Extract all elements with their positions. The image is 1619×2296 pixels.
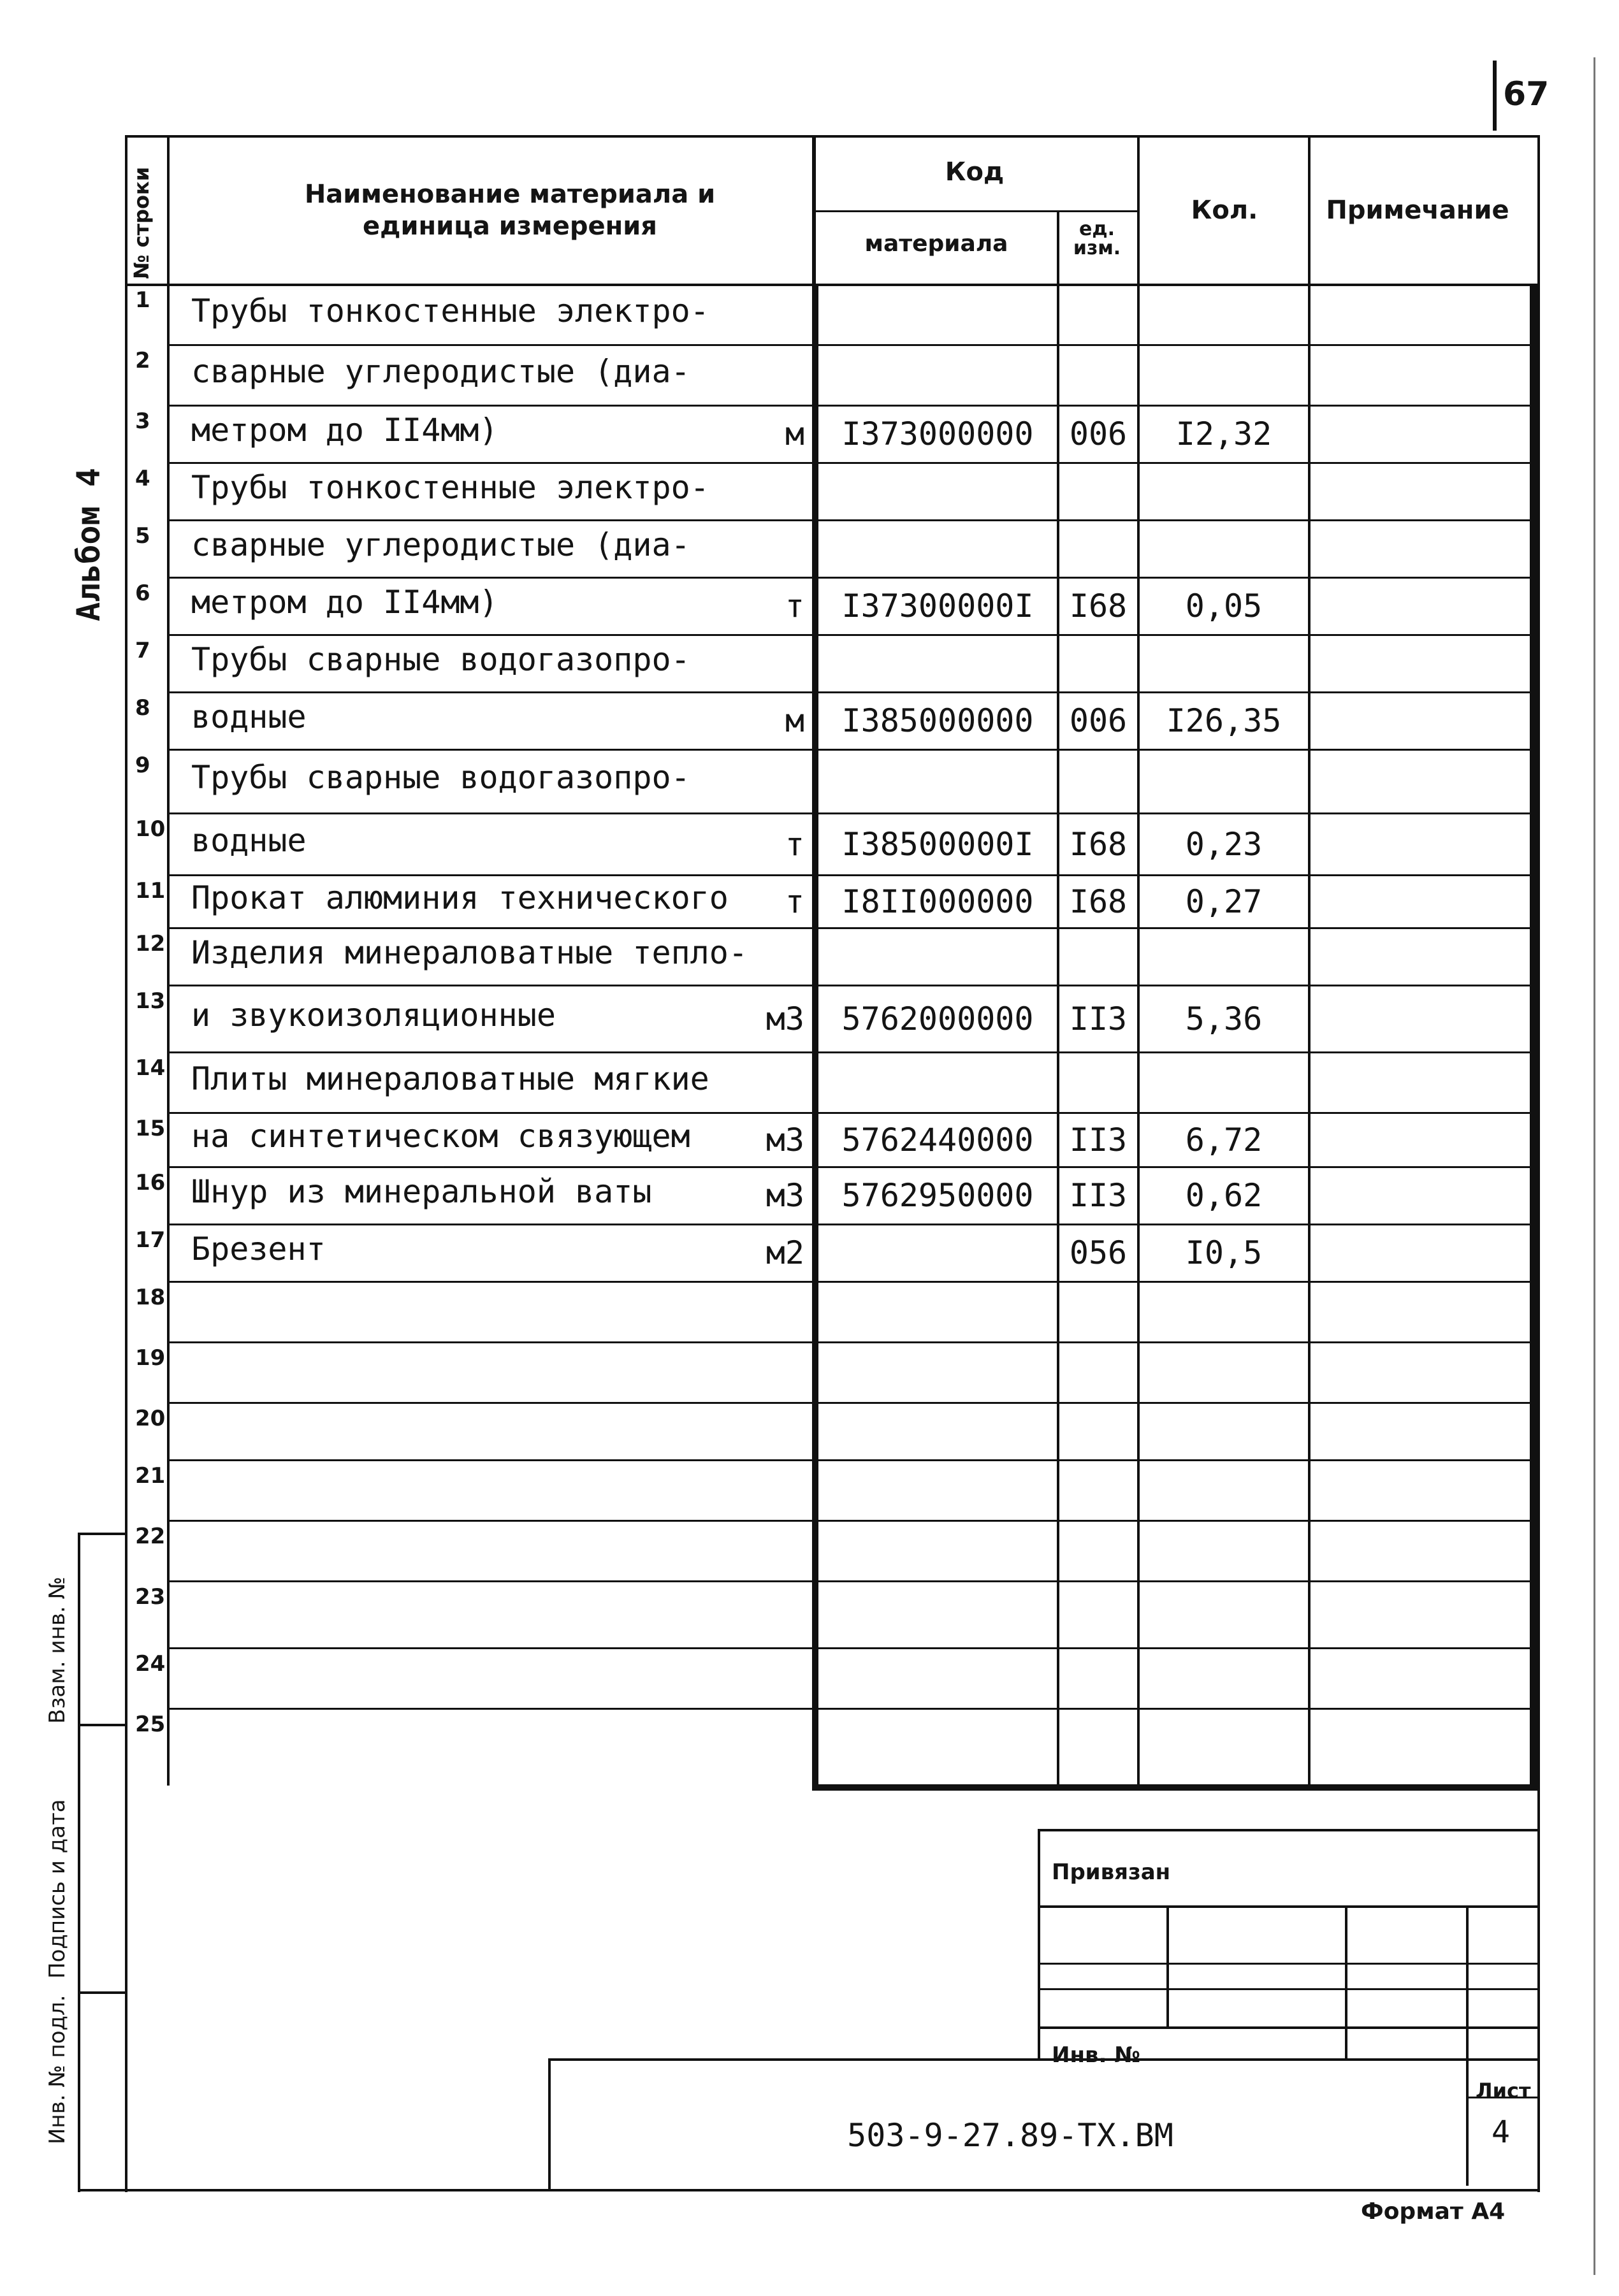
stamp-sep1 xyxy=(78,1724,127,1726)
quantity: 0,05 xyxy=(1185,588,1263,625)
row-number: 25 xyxy=(135,1712,166,1737)
quantity: 0,62 xyxy=(1185,1177,1263,1214)
row-line xyxy=(167,1708,1537,1710)
unit-symbol: т xyxy=(785,588,804,625)
stamp-top xyxy=(78,1533,127,1535)
unit-code: 006 xyxy=(1069,415,1128,452)
unit-symbol: м3 xyxy=(766,1177,804,1214)
note-col-line xyxy=(1308,135,1310,1786)
row-line xyxy=(167,1281,1537,1283)
unit-code: I68 xyxy=(1069,588,1128,625)
row-line xyxy=(167,985,1537,986)
row-line xyxy=(167,1580,1537,1582)
privyazan-label: Привязан xyxy=(1052,1859,1171,1885)
row-number: 3 xyxy=(135,408,150,434)
row-line xyxy=(167,691,1537,693)
row-line xyxy=(167,405,1537,407)
row-number: 12 xyxy=(135,931,166,957)
row-number: 6 xyxy=(135,581,150,606)
header-code: Код xyxy=(945,157,1005,187)
tb-col1 xyxy=(1166,1905,1169,2026)
material-code: 5762000000 xyxy=(841,1000,1034,1037)
unit-symbol: м xyxy=(785,702,804,739)
tb-doc-top xyxy=(548,2058,1539,2061)
material-name: Трубы тонкостенные электро- xyxy=(191,469,709,506)
row-number: 21 xyxy=(135,1463,166,1489)
row-line xyxy=(167,874,1537,876)
material-name: Прокат алюминия технического xyxy=(191,879,729,916)
thick-bottom xyxy=(812,1784,1537,1791)
row-number: 19 xyxy=(135,1345,166,1371)
material-name: на синтетическом связующем xyxy=(191,1117,690,1155)
row-line xyxy=(167,1224,1537,1225)
header-row-number: № строки xyxy=(129,166,154,279)
table-left-border xyxy=(125,135,127,1784)
material-code: I37300000I xyxy=(841,588,1034,625)
row-number: 7 xyxy=(135,638,150,663)
row-line xyxy=(167,634,1537,636)
row-number: 20 xyxy=(135,1406,166,1431)
inv-no-label: Инв. № xyxy=(1052,2042,1141,2068)
quantity: I26,35 xyxy=(1166,702,1282,739)
material-name: метром до II4мм) xyxy=(191,412,498,449)
row-line xyxy=(167,1520,1537,1522)
list-label: Лист xyxy=(1476,2079,1531,2103)
tb-top xyxy=(1038,1829,1539,1831)
stamp-vzam-inv: Взам. инв. № xyxy=(45,1577,70,1724)
header-unit: ед. изм. xyxy=(1073,218,1121,259)
row-line xyxy=(167,577,1537,579)
row-line xyxy=(167,1166,1537,1168)
unit-code: 006 xyxy=(1069,702,1128,739)
row-line xyxy=(167,1112,1537,1114)
row-number: 11 xyxy=(135,878,166,904)
row-line xyxy=(167,519,1537,521)
material-name: Плиты минераловатные мягкие xyxy=(191,1060,709,1097)
album-label: Альбом 4 xyxy=(70,468,107,621)
rownum-col-line xyxy=(167,135,170,1786)
row-line xyxy=(167,1341,1537,1343)
unit-symbol: т xyxy=(785,883,804,920)
table-top-border xyxy=(125,135,1539,138)
bottom-left-line xyxy=(125,1784,127,2192)
bottom-border xyxy=(125,2189,1539,2191)
thick-right xyxy=(1530,284,1537,1787)
material-name: водные xyxy=(191,821,307,859)
list-value: 4 xyxy=(1492,2114,1510,2150)
stamp-sep2 xyxy=(78,1991,127,1994)
unit-symbol: м3 xyxy=(766,1121,804,1159)
tb-row3 xyxy=(1038,1988,1539,1990)
row-number: 9 xyxy=(135,753,150,778)
unit-symbol: м3 xyxy=(766,1000,804,1037)
row-number: 17 xyxy=(135,1227,166,1253)
header-note: Примечание xyxy=(1326,196,1509,225)
quantity: I0,5 xyxy=(1185,1234,1263,1271)
quantity: 5,36 xyxy=(1185,1000,1263,1037)
row-number: 5 xyxy=(135,523,150,549)
unit-code: I68 xyxy=(1069,883,1128,920)
page-number: 67 xyxy=(1503,75,1550,113)
row-line xyxy=(167,1459,1537,1461)
material-name: Трубы тонкостенные электро- xyxy=(191,292,709,329)
unit-code: II3 xyxy=(1069,1177,1128,1214)
tb-col2 xyxy=(1345,1905,1347,2058)
material-name: Трубы сварные водогазопро- xyxy=(191,759,690,796)
material-name: водные xyxy=(191,698,307,735)
material-code: I8II000000 xyxy=(841,883,1034,920)
page-number-divider xyxy=(1493,61,1497,131)
row-number: 15 xyxy=(135,1116,166,1141)
material-name: сварные углеродистые (диа- xyxy=(191,526,690,563)
material-name: Брезент xyxy=(191,1231,326,1267)
tb-row2 xyxy=(1038,1963,1539,1965)
unit-code: 056 xyxy=(1069,1234,1128,1271)
stamp-outer xyxy=(78,1533,80,2192)
qty-col-line xyxy=(1137,135,1140,1786)
tb-row1 xyxy=(1038,1905,1539,1908)
quantity: 6,72 xyxy=(1185,1121,1263,1159)
material-code: I385000000 xyxy=(841,702,1034,739)
unit-symbol: т xyxy=(785,825,804,863)
row-number: 16 xyxy=(135,1170,166,1195)
material-name: и звукоизоляционные xyxy=(191,996,556,1034)
quantity: 0,23 xyxy=(1185,825,1263,863)
format-label: Формат А4 xyxy=(1361,2199,1506,2225)
right-margin-line xyxy=(1594,57,1595,2275)
row-line xyxy=(167,1647,1537,1649)
quantity: I2,32 xyxy=(1175,415,1272,452)
quantity: 0,27 xyxy=(1185,883,1263,920)
material-name: метром до II4мм) xyxy=(191,584,498,621)
unit-symbol: м2 xyxy=(766,1234,804,1271)
material-name: Шнур из минеральной ваты xyxy=(191,1173,652,1210)
row-number: 23 xyxy=(135,1584,166,1610)
row-line xyxy=(167,462,1537,464)
tb-row4 xyxy=(1038,2026,1539,2029)
row-number: 14 xyxy=(135,1055,166,1081)
material-code: 5762950000 xyxy=(841,1177,1034,1214)
stamp-inv-podl: Инв. № подл. xyxy=(45,1995,70,2144)
material-code: I38500000I xyxy=(841,825,1034,863)
thick-left xyxy=(812,284,818,1787)
unit-symbol: м xyxy=(785,415,804,452)
table-right-border xyxy=(1537,135,1540,1786)
stamp-podpis-data: Подпись и дата xyxy=(45,1799,70,1979)
header-bottom-line xyxy=(125,284,1539,286)
row-line xyxy=(167,927,1537,929)
stamp-bottom xyxy=(78,2189,127,2191)
row-number: 1 xyxy=(135,287,150,313)
row-number: 4 xyxy=(135,466,150,491)
row-line xyxy=(167,1402,1537,1404)
row-number: 8 xyxy=(135,695,150,721)
material-code: 5762440000 xyxy=(841,1121,1034,1159)
row-line xyxy=(167,749,1537,751)
unit-code: II3 xyxy=(1069,1000,1128,1037)
row-number: 22 xyxy=(135,1524,166,1549)
header-qty: Кол. xyxy=(1191,196,1258,225)
row-number: 2 xyxy=(135,348,150,373)
row-line xyxy=(167,812,1537,814)
material-code: I373000000 xyxy=(841,415,1034,452)
row-line xyxy=(167,344,1537,346)
code-split-line xyxy=(812,210,1138,212)
row-line xyxy=(167,1051,1537,1053)
unit-code: I68 xyxy=(1069,825,1128,863)
row-number: 13 xyxy=(135,988,166,1014)
unit-code: II3 xyxy=(1069,1121,1128,1159)
row-number: 10 xyxy=(135,816,166,842)
document-code: 503-9-27.89-ТХ.ВМ xyxy=(847,2117,1173,2154)
row-number: 18 xyxy=(135,1285,166,1310)
material-name: Трубы сварные водогазопро- xyxy=(191,641,690,678)
material-name: Изделия минераловатные тепло- xyxy=(191,934,748,971)
tb-left xyxy=(1038,1829,1040,2058)
header-material: материала xyxy=(864,231,1008,257)
row-number: 24 xyxy=(135,1651,166,1677)
header-name: Наименование материала и единица измерения xyxy=(304,180,716,241)
material-name: сварные углеродистые (диа- xyxy=(191,352,690,390)
